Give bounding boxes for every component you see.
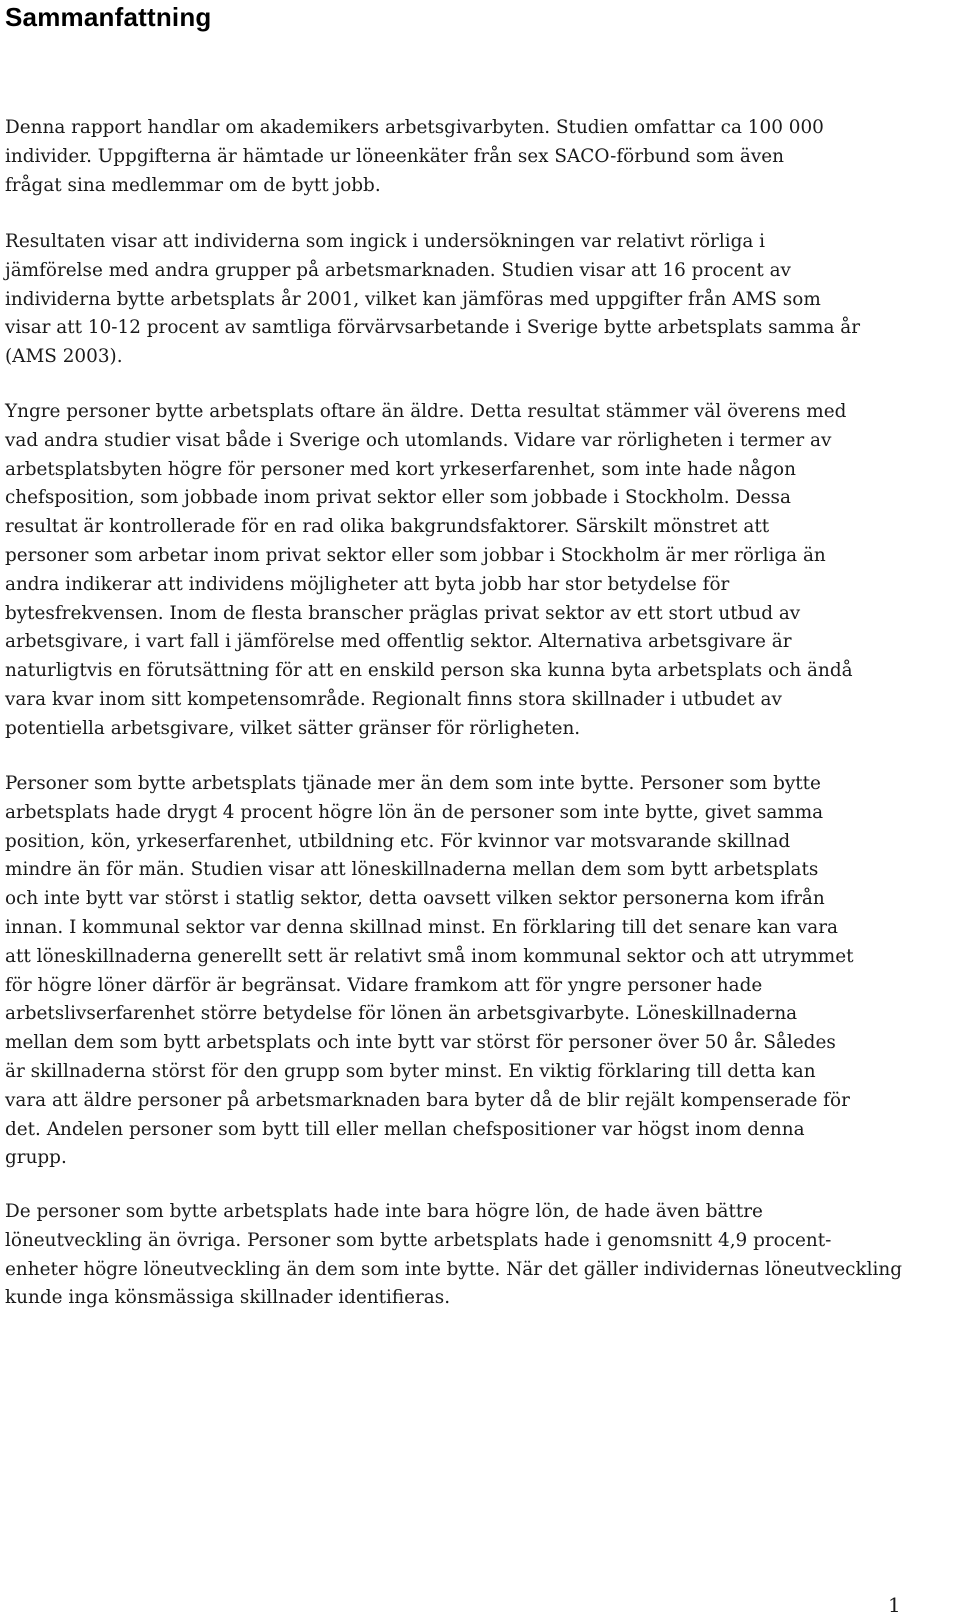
text-line: grupp. <box>5 1147 67 1169</box>
text-line: individerna bytte arbetsplats år 2001, vilket kan jämföras med uppgifter från AMS som <box>5 288 821 310</box>
text-line: andra indikerar att individens möjligheter att byta jobb har stor betydelse för <box>5 573 730 595</box>
paragraph-wage-effects <box>5 770 853 1173</box>
text-line: är skillnaderna störst för den grupp som byter minst. En viktig förklaring till detta kan <box>5 1060 816 1082</box>
text-line: att löneskillnaderna generellt sett är relativt små inom kommunal sektor och att utrymmet <box>5 945 854 967</box>
text-line: mellan dem som bytt arbetsplats och inte bytt var störst för personer över 50 år. Således <box>5 1032 836 1054</box>
text-line: De personer som bytte arbetsplats hade inte bara högre lön, de hade även bättre <box>5 1201 763 1222</box>
text-line: löneutveckling än övriga. Personer som bytte arbetsplats hade i genomsnitt 4,9 procent- <box>5 1229 832 1251</box>
text-line: arbetsplatsbyten högre för personer med kort yrkeserfarenhet, som inte hade någon <box>5 458 796 480</box>
paragraph-wage-growth <box>5 1198 902 1313</box>
text-line: chefsposition, som jobbade inom privat sektor eller som jobbade i Stockholm. Dessa <box>5 487 791 509</box>
text-line: arbetsgivare, i vart fall i jämförelse med offentlig sektor. Alternativa arbetsgivare är <box>5 631 792 653</box>
text-line: Resultaten visar att individerna som ingick i undersökningen var relativt rörliga i <box>5 231 766 252</box>
text-line: vad andra studier visat både i Sverige och utomlands. Vidare var rörligheten i termer av <box>5 429 832 451</box>
text-line: Personer som bytte arbetsplats tjänade mer än dem som inte bytte. Personer som bytte <box>5 773 821 794</box>
paragraph-age-differences <box>5 398 853 744</box>
text-line: (AMS 2003). <box>5 346 123 368</box>
text-line: enheter högre löneutveckling än dem som inte bytte. När det gäller individernas löneutveckling <box>5 1258 903 1280</box>
text-line: arbetslivserfarenhet större betydelse för lönen än arbetsgivarbyte. Löneskillnaderna <box>5 1003 798 1025</box>
text-line: position, kön, yrkeserfarenhet, utbildning etc. För kvinnor var motsvarande skillnad <box>5 830 791 852</box>
text-line: resultat är kontrollerade för en rad olika bakgrundsfaktorer. Särskilt mönstret att <box>5 516 770 538</box>
text-line: jämförelse med andra grupper på arbetsmarknaden. Studien visar att 16 procent av <box>5 259 791 281</box>
text-line: innan. I kommunal sektor var denna skillnad minst. En förklaring till det senare kan vara <box>5 916 838 938</box>
paragraph-mobility-results <box>5 228 860 372</box>
text-line: potentiella arbetsgivare, vilket sätter gränser för rörligheten. <box>5 717 581 739</box>
text-line: Yngre personer bytte arbetsplats oftare än äldre. Detta resultat stämmer väl överens med <box>5 401 847 422</box>
text-line: för högre löner därför är begränsat. Vidare framkom att för yngre personer hade <box>5 974 763 996</box>
text-line: individer. Uppgifterna är hämtade ur löneenkäter från sex SACO-förbund som även <box>5 145 784 167</box>
text-line: visar att 10-12 procent av samtliga förvärvsarbetande i Sverige bytte arbetsplats samma år <box>5 317 861 339</box>
paragraph-intro <box>5 114 824 200</box>
page-title: Sammanfattning <box>5 2 212 32</box>
text-line: arbetsplats hade drygt 4 procent högre lön än de personer som inte bytte, givet samma <box>5 801 824 823</box>
text-line: vara kvar inom sitt kompetensområde. Regionalt finns stora skillnader i utbudet av <box>5 688 782 710</box>
text-line: frågat sina medlemmar om de bytt jobb. <box>5 174 381 196</box>
text-line: personer som arbetar inom privat sektor eller som jobbar i Stockholm är mer rörliga än <box>5 544 826 566</box>
text-line: naturligtvis en förutsättning för att en enskild person ska kunna byta arbetsplats och ändå <box>5 660 853 682</box>
text-line: bytesfrekvensen. Inom de flesta branscher präglas privat sektor av ett stort utbud av <box>5 602 801 624</box>
text-line: och inte bytt var störst i statlig sektor, detta oavsett vilken sektor personerna kom ifrån <box>5 888 825 910</box>
page-number: 1 <box>888 1593 901 1617</box>
text-line: vara att äldre personer på arbetsmarknaden bara byter då de blir rejält kompenserade för <box>5 1089 850 1111</box>
text-line: Denna rapport handlar om akademikers arbetsgivarbyten. Studien omfattar ca 100 000 <box>5 117 824 138</box>
text-line: mindre än för män. Studien visar att löneskillnaderna mellan dem som bytt arbetsplats <box>5 859 819 881</box>
text-line: kunde inga könsmässiga skillnader identifieras. <box>5 1287 451 1309</box>
text-line: det. Andelen personer som bytt till eller mellan chefspositioner var högst inom denna <box>5 1118 805 1140</box>
